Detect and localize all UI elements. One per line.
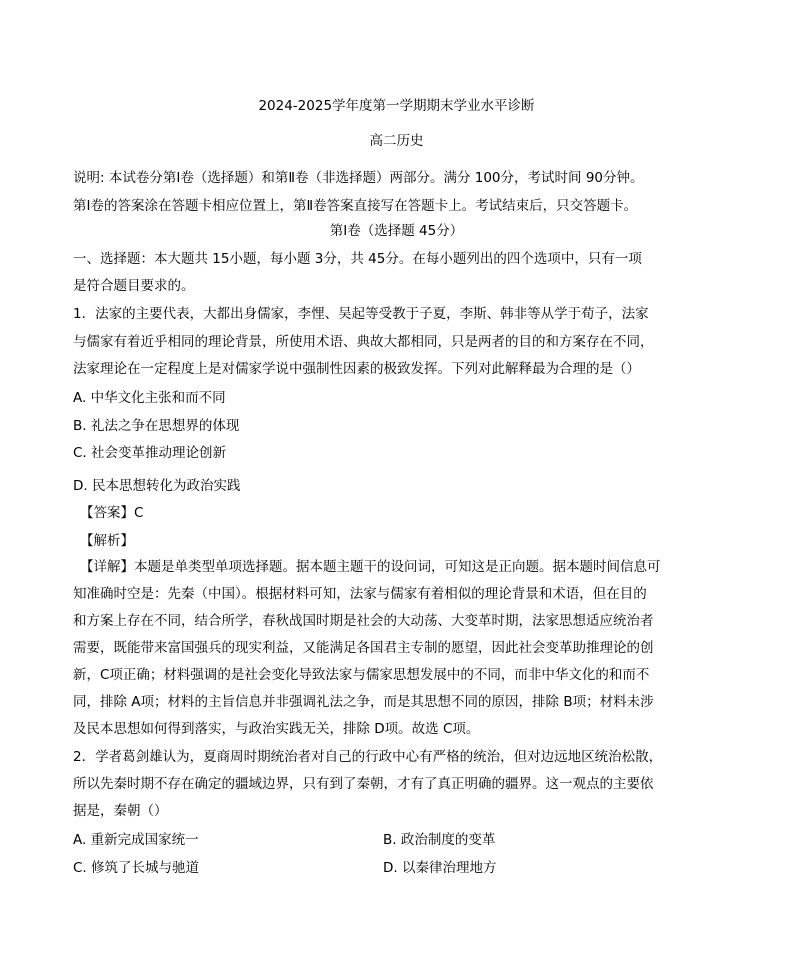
q2-stem-line-3: 据是，秦朝（） bbox=[73, 803, 168, 819]
q1-analysis-label: 【解析】 bbox=[80, 533, 134, 549]
q1-option-c: C. 社会变革推动理论创新 bbox=[73, 445, 227, 461]
exam-subject: 高二历史 bbox=[369, 133, 424, 149]
q1-answer: 【答案】C bbox=[80, 505, 144, 521]
q2-option-d: D. 以秦律治理地方 bbox=[383, 860, 497, 876]
q2-stem-line-1: 2．学者葛剑雄认为，夏商周时期统治者对自己的行政中心有严格的统治，但对边远地区统治松散， bbox=[73, 749, 663, 765]
q1-option-b: B. 礼法之争在思想界的体现 bbox=[73, 418, 240, 434]
section-intro-line-1: 一、选择题：本大题共 15小题，每小题 3分，共 45分。在每小题列出的四个选项中，只有一项 bbox=[73, 251, 642, 267]
q2-option-b: B. 政治制度的变革 bbox=[383, 832, 496, 848]
q1-option-a: A. 中华文化主张和而不同 bbox=[73, 390, 226, 406]
q2-option-c: C. 修筑了长城与驰道 bbox=[73, 860, 200, 876]
q1-stem-line-3: 法家理论在一定程度上是对儒家学说中强制性因素的极致发挥。下列对此解释最为合理的是（） bbox=[73, 361, 640, 377]
q1-option-d: D. 民本思想转化为政治实践 bbox=[73, 478, 241, 494]
q1-detail-line-7: 及民本思想如何得到落实，与政治实践无关，排除 D项。故选 C项。 bbox=[73, 721, 480, 737]
q1-detail-line-6: 同，排除 A项；材料的主旨信息并非强调礼法之争，而是其思想不同的原因，排除 B项；材料未涉 bbox=[73, 694, 654, 710]
section-intro-line-2: 是符合题目要求的。 bbox=[73, 278, 195, 294]
q1-stem-line-1: 1．法家的主要代表，大都出身儒家，李悝、吴起等受教于子夏，李斯、韩非等从学于荀子，法家 bbox=[73, 306, 649, 322]
q1-detail-line-3: 和方案上存在不同，结合所学，春秋战国时期是社会的大动荡、大变革时期，法家思想适应统治者 bbox=[73, 613, 654, 629]
q1-detail-line-1: 【详解】本题是单类型单项选择题。据本题主题干的设问词，可知这是正向题。据本题时间信息可 bbox=[80, 559, 661, 575]
q2-stem-line-2: 所以先秦时期不存在确定的疆域边界，只有到了秦朝，才有了真正明确的疆界。这一观点的主要依 bbox=[73, 776, 654, 792]
q1-detail-line-4: 需要，既能带来富国强兵的现实利益，又能满足各国君主专制的愿望，因此社会变革助推理论的创 bbox=[73, 640, 654, 656]
q1-detail-line-5: 新，C项正确；材料强调的是社会变化导致法家与儒家思想发展中的不同，而非中华文化的和而不 bbox=[73, 667, 650, 683]
section-heading: 第Ⅰ卷（选择题 45分） bbox=[329, 223, 464, 239]
exam-title: 2024-2025学年度第一学期期末学业水平诊断 bbox=[258, 98, 535, 114]
instructions-line-1: 说明: 本试卷分第Ⅰ卷（选择题）和第Ⅱ卷（非选择题）两部分。满分 100分，考试时间 90分钟。 bbox=[73, 170, 644, 186]
q2-option-a: A. 重新完成国家统一 bbox=[73, 832, 199, 848]
q1-detail-line-2: 知准确时空是：先秦（中国）。根据材料可知，法家与儒家有着相似的理论背景和术语，但在目的 bbox=[73, 586, 647, 602]
instructions-line-2: 第Ⅰ卷的答案涂在答题卡相应位置上，第Ⅱ卷答案直接写在答题卡上。考试结束后，只交答题卡。 bbox=[73, 198, 638, 214]
q1-stem-line-2: 与儒家有着近乎相同的理论背景，所使用术语、典故大都相同，只是两者的目的和方案存在不同， bbox=[73, 334, 654, 350]
